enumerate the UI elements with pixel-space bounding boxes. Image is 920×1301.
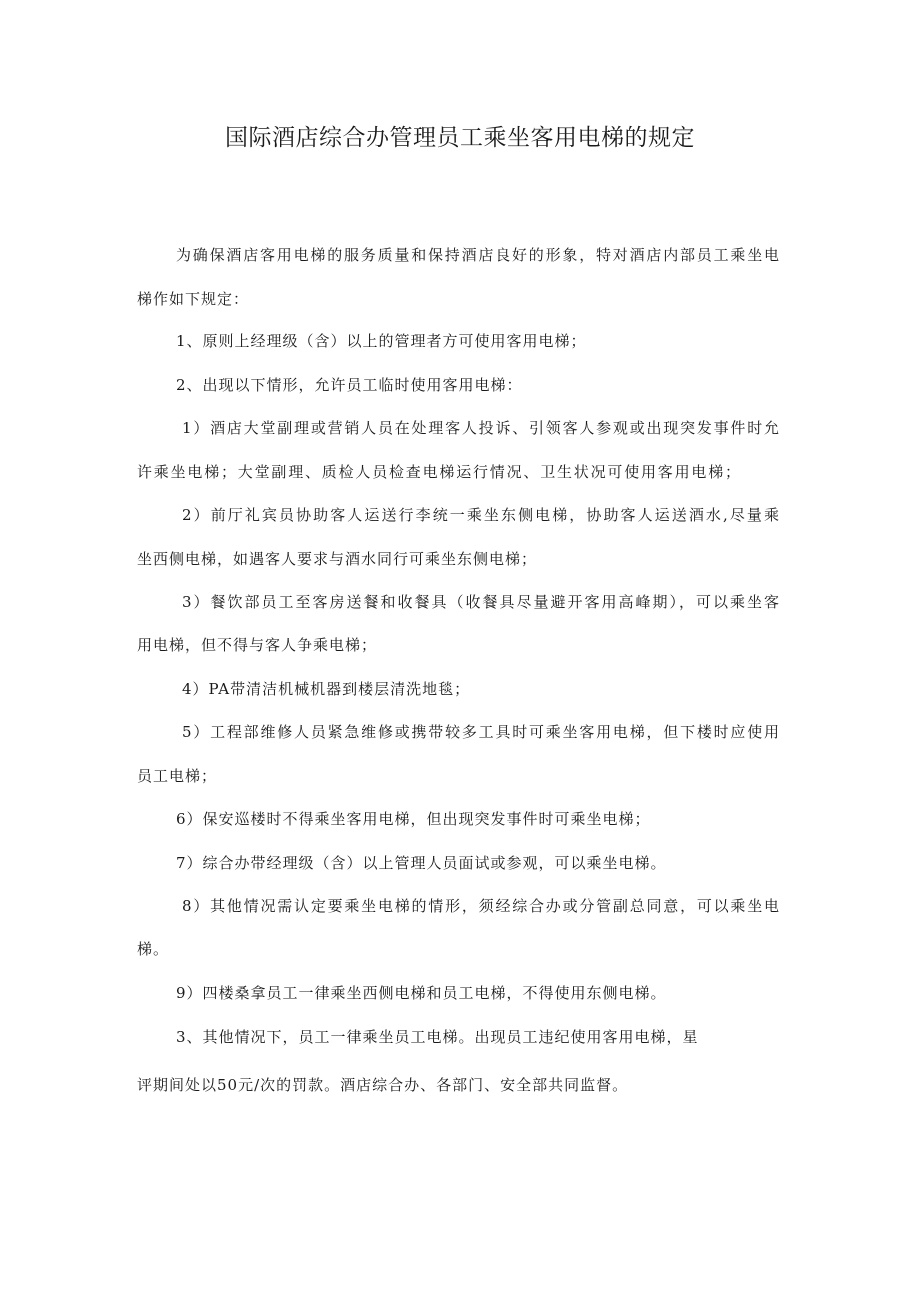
case-2-line-2: 坐西侧电梯，如遇客人要求与酒水同行可乘坐东侧电梯； — [137, 550, 538, 568]
case-5-line-2: 员工电梯； — [137, 767, 218, 785]
intro-line-2: 梯作如下规定： — [137, 290, 250, 308]
rule-3-line-2: 评期间处以50元/次的罚款。酒店综合办、各部门、安全部共同监督。 — [137, 1076, 629, 1094]
case-9: 9）四楼桑拿员工一律乘坐西侧电梯和员工电梯，不得使用东侧电梯。 — [176, 984, 667, 1002]
case-5-line-1: 5）工程部维修人员紧急维修或携带较多工具时可乘坐客用电梯，但下楼时应使用 — [182, 723, 780, 741]
document-title: 国际酒店综合办管理员工乘坐客用电梯的规定 — [225, 125, 695, 151]
case-8-line-1: 8）其他情况需认定要乘坐电梯的情形，须经综合办或分管副总同意，可以乘坐电 — [182, 897, 780, 915]
intro-line-1: 为确保酒店客用电梯的服务质量和保持酒店良好的形象，特对酒店内部员工乘坐电 — [176, 246, 780, 264]
case-3-line-1: 3）餐饮部员工至客房送餐和收餐具（收餐具尽量避开客用高峰期），可以乘坐客 — [182, 593, 780, 611]
rule-2: 2、出现以下情形，允许员工临时使用客用电梯： — [176, 376, 523, 394]
case-6: 6）保安巡楼时不得乘坐客用电梯，但出现突发事件时可乘坐电梯； — [176, 810, 651, 828]
case-7: 7）综合办带经理级（含）以上管理人员面试或参观，可以乘坐电梯。 — [176, 854, 667, 872]
case-4: 4）PA带清洁机械机器到楼层清洗地毯； — [182, 680, 471, 698]
case-2-line-1: 2）前厅礼宾员协助客人运送行李统一乘坐东侧电梯，协助客人运送酒水,尽量乘 — [182, 506, 780, 524]
case-8-line-2: 梯。 — [137, 940, 170, 958]
case-1-line-2: 许乘坐电梯；大堂副理、质检人员检查电梯运行情况、卫生状况可使用客用电梯； — [137, 463, 741, 481]
rule-3-line-1: 3、其他情况下，员工一律乘坐员工电梯。出现员工违纪使用客用电梯，星 — [176, 1028, 699, 1046]
case-1-line-1: 1）酒店大堂副理或营销人员在处理客人投诉、引领客人参观或出现突发事件时允 — [182, 419, 780, 437]
rule-1: 1、原则上经理级（含）以上的管理者方可使用客用电梯； — [176, 332, 587, 350]
case-3-line-2: 用电梯，但不得与客人争乘电梯； — [137, 636, 378, 654]
